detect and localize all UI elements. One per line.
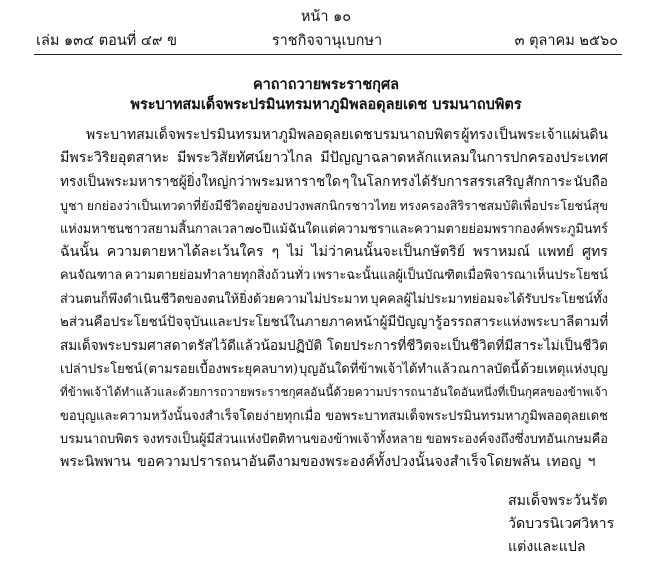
- body-line: บูชา ยกย่องว่าเป็นเทวดาที่ยังมีชีวิตอยู่ของปวงพสกนิกรชาวไทย ทรงครองสิริราชสมบัติเพื่อประโยชน์สุข: [60, 198, 608, 214]
- body-line: ที่ข้าพเจ้าได้ทำแล้วและด้วยการถวายพระราชกุศลอันนี้ด้วยความปรารถนาอันใดอันหนึ่งที่เป็นกุศลของข้าพเจ้า: [60, 385, 608, 400]
- page-number: หน้า ๑๐: [300, 9, 352, 25]
- volume-info: เล่ม ๑๓๔ ตอนที่ ๔๙ ข: [36, 33, 178, 49]
- body-line: สมเด็จพระบรมศาสดาตรัสไว้ดีแล้วน้อมปฏิบัติ โดยประการที่ชีวิตจะเป็นชีวิตที่มีสาระไม่เป็นชีวิต: [60, 337, 608, 354]
- author-temple: วัดบวรนิเวศวิหาร: [508, 516, 615, 532]
- document-subtitle: พระบาทสมเด็จพระปรมินทรมหาภูมิพลอดุลยเดช บรมนาถบพิตร: [130, 96, 522, 113]
- author-role: แต่งและแปล: [508, 539, 586, 555]
- body-line: ฉันนั้น ความตายหาได้ละเว้นใคร ๆ ไม่ ไม่ว่าคนนั้นจะเป็นกษัตริย์ พราหมณ์ แพทย์ ศูทร: [60, 243, 608, 260]
- body-line: คนจัณฑาล ความตายย่อมทำลายทุกสิ่งถ้วนทั่ว เพราะฉะนั้นแลผู้เป็นบัณฑิตเมื่อพิจารณาเห็นประโยชน์: [60, 268, 608, 284]
- body-line: พระนิพพาน ขอความปรารถนาอันดีงามของพระองค์ทั้งปวงนั้นจงสำเร็จโดยพลัน เทอญ ฯ: [60, 454, 596, 471]
- body-line: ๒ ส่วนคือ ประโยชน์ปัจจุบันและประโยชน์ในภายภาคหน้า ผู้มีปัญญารู้อรรถสาระแห่งพระบาลีตามที่: [60, 315, 608, 331]
- body-line: ส่วนตนก็พึงดำเนินชีวิตของตนให้ยิ่งด้วยความไม่ประมาท บุคคลผู้ไม่ประมาทย่อมจะได้รับประโยชน์ทั้ง: [60, 291, 608, 307]
- publication-date: ๓ ตุลาคม ๒๕๖๐: [514, 33, 618, 49]
- header-divider: [34, 54, 622, 55]
- body-text: [60, 124, 608, 475]
- body-line: มีพระวิริยอุตสาหะ มีพระวิสัยทัศน์ยาวไกล มีปัญญาฉลาดหลักแหลมในการปกครองประเทศ: [60, 150, 608, 167]
- signature-block: [508, 490, 614, 559]
- author-name: สมเด็จพระวันรัต: [508, 493, 608, 509]
- publication-name: ราชกิจจานุเบกษา: [271, 33, 383, 49]
- document-title: คาถาถวายพระราชกุศล: [252, 76, 400, 93]
- body-line: ทรงเป็นพระมหาราชผู้ยิ่งใหญ่กว่าพระมหาราชใด ๆ ในโลก ทรงได้รับการสรรเสริญ สักการะ นับถือ: [60, 173, 608, 190]
- body-line: พระบาทสมเด็จพระปรมินทรมหาภูมิพลอดุลยเดช บรมนาถบพิตร ผู้ทรง เป็นพระเจ้าแผ่นดิน: [86, 127, 608, 143]
- body-line: ขอบุญและความหวังนั้นจงสำเร็จโดยง่ายทุกเมื่อ ขอพระบาทสมเด็จพระปรมินทรมหาภูมิพลอดุลยเดช: [60, 408, 608, 424]
- body-line: บรมนาถบพิตร จงทรงเป็นผู้มีส่วนแห่งปัตติทานของข้าพเจ้าทั้งหลาย ขอพระองค์จงถึงซึ่งบทอันเกษมคือ: [60, 432, 608, 448]
- body-line: เปล่าประโยชน์ (ตามรอยเบื้องพระยุคลบาท) บุญอันใดที่ข้าพเจ้าได้ทำแล้ว ณ กาลบัดนี้ ด้วยเหตุแห่งบุญ: [60, 361, 608, 377]
- body-line: แห่งมหาชนชาวสยามสิ้นกาลเวลา ๗๐ ปี แม้ฉันใด แต่ความชราและความตายย่อมพรากองค์พระภูมินทร์: [60, 221, 608, 237]
